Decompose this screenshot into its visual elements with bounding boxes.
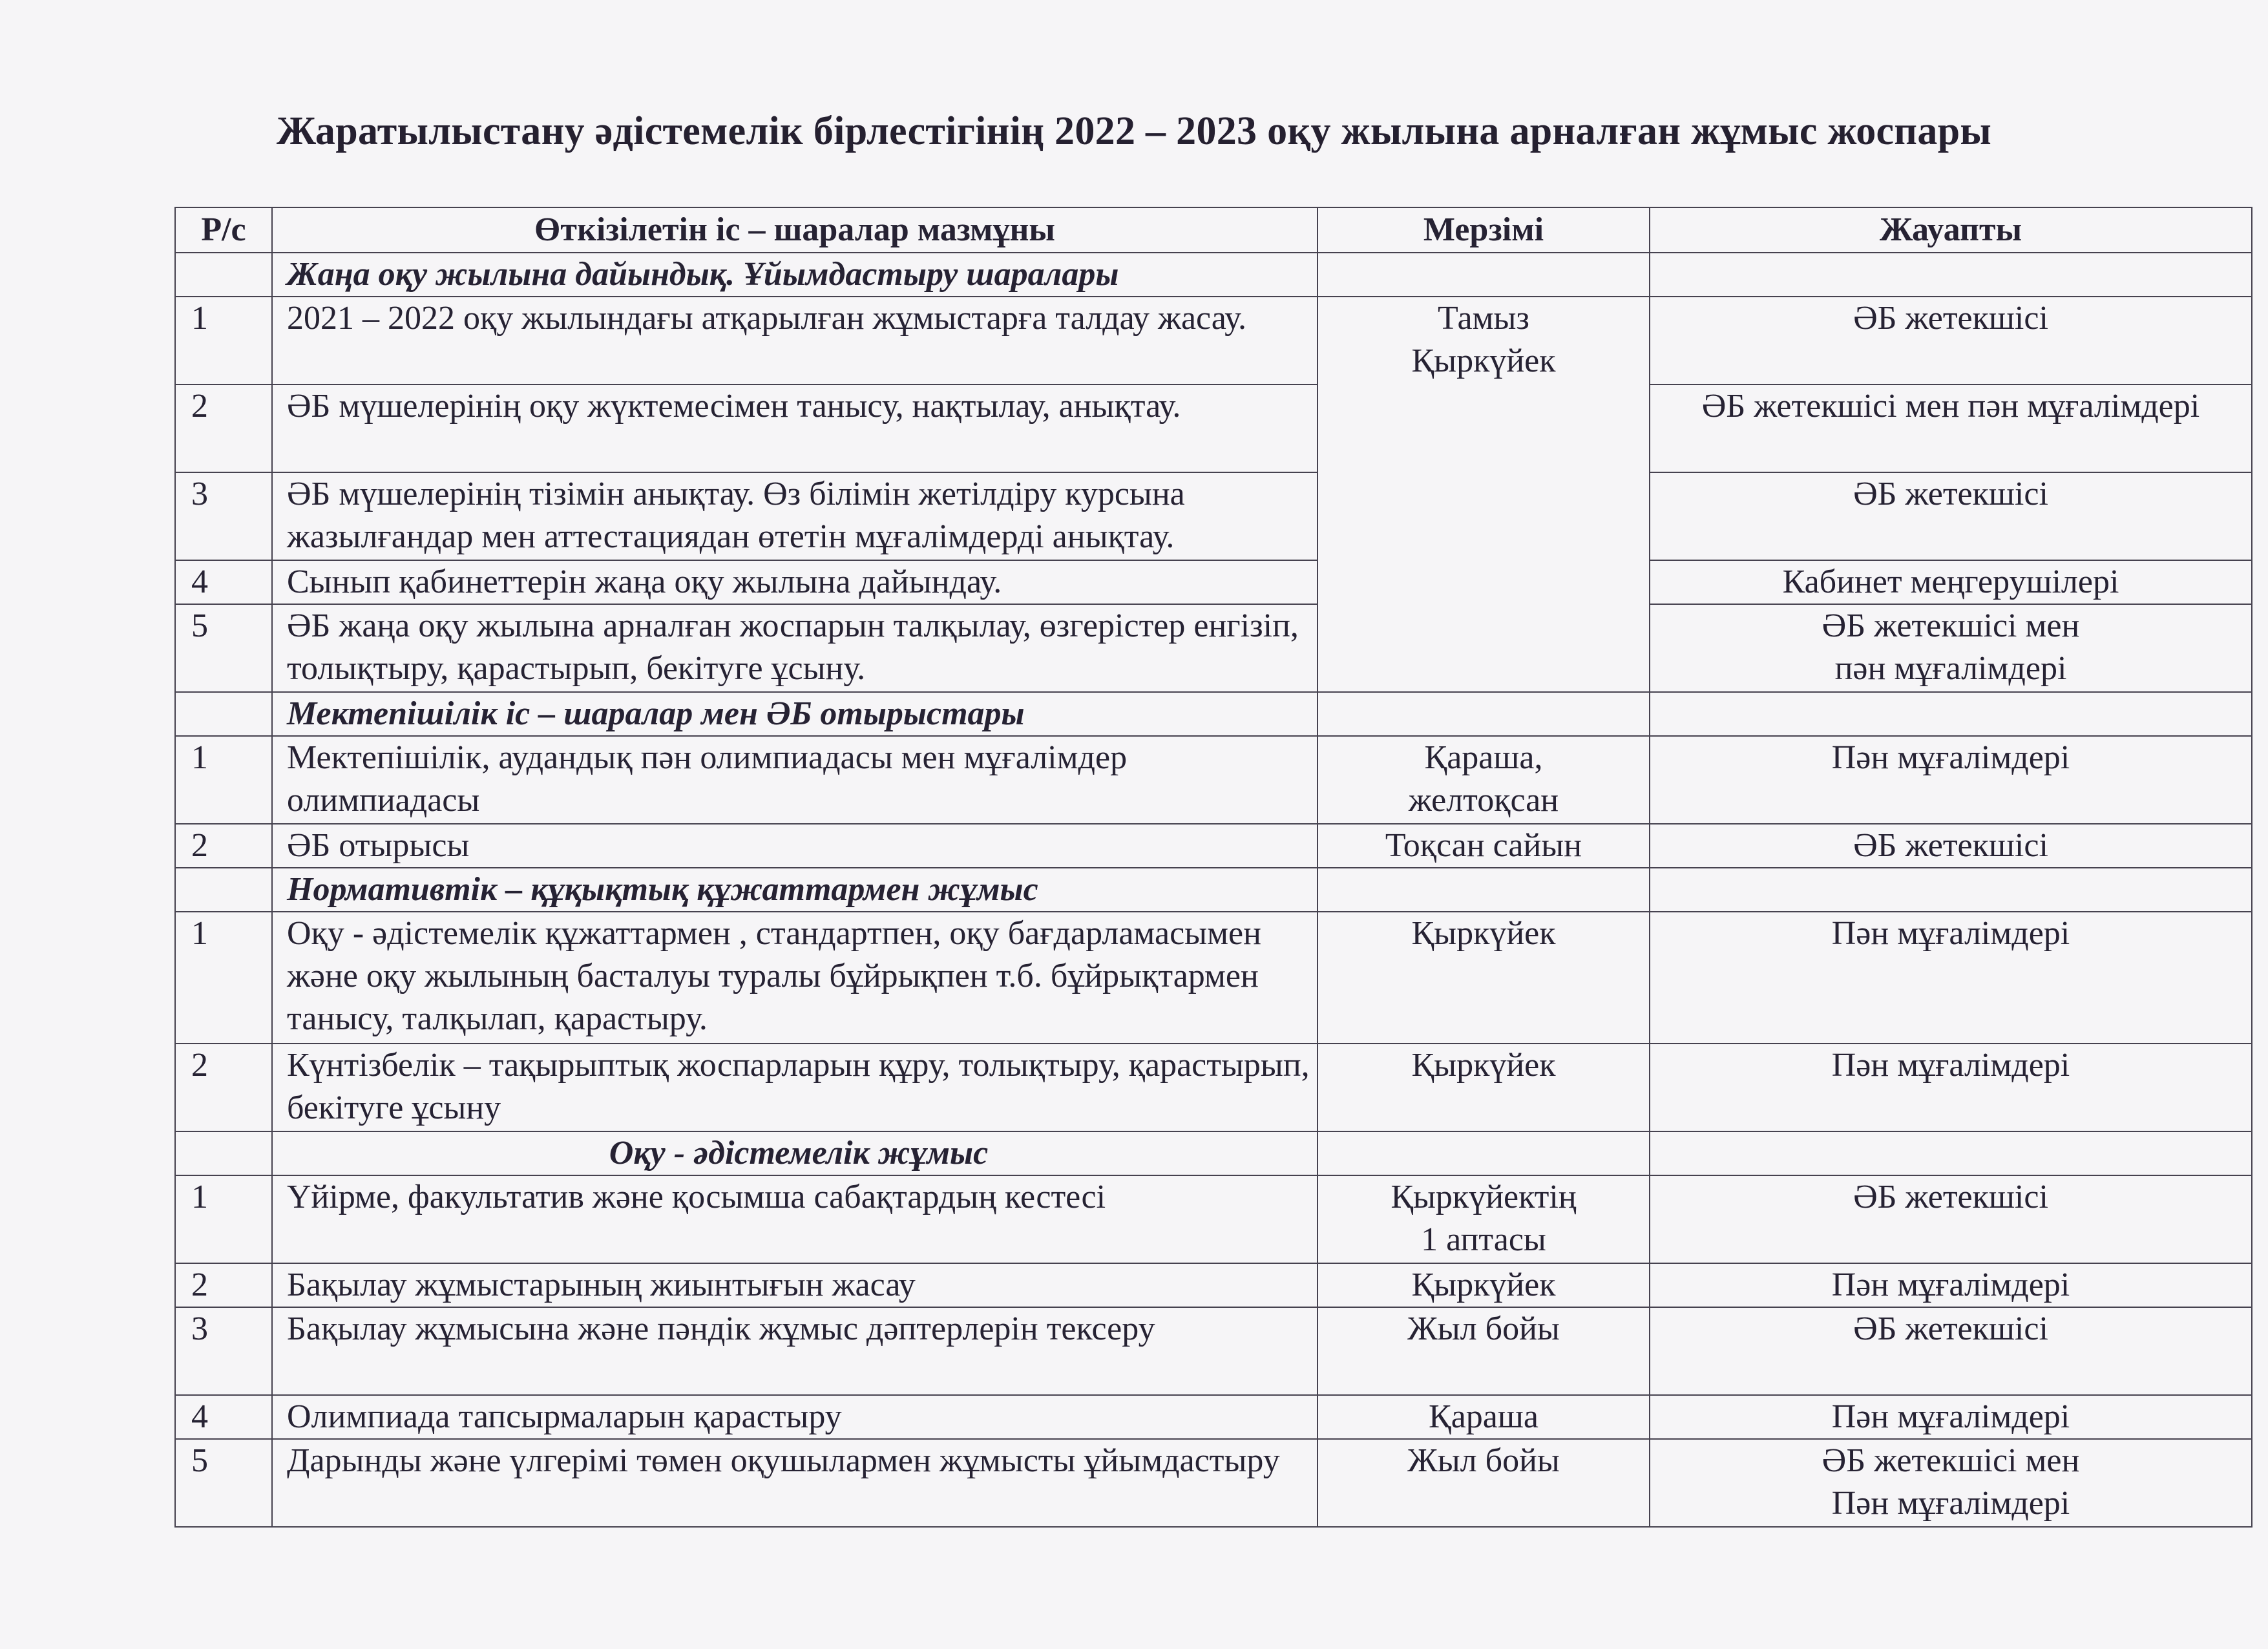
section-resp-empty xyxy=(1650,692,2252,736)
row-num: 2 xyxy=(175,824,272,868)
header-content: Өткізілетін іс – шаралар мазмұны xyxy=(272,207,1318,253)
row-responsible: Пән мұғалімдері xyxy=(1650,1044,2252,1131)
header-responsible: Жауапты xyxy=(1650,207,2252,253)
row-responsible: Пән мұғалімдері xyxy=(1650,736,2252,824)
row-content: Мектепішілік, аудандық пән олимпиадасы мен мұғалімдер олимпиадасы xyxy=(272,736,1318,824)
section-date-empty xyxy=(1318,692,1650,736)
row-responsible: ӘБ жетекшісі мен пән мұғалімдері xyxy=(1650,604,2252,692)
row-content: Сынып қабинеттерін жаңа оқу жылына дайындау. xyxy=(272,560,1318,604)
row-date: Қыркүйек xyxy=(1318,1044,1650,1131)
row-content: Үйірме, факультатив және қосымша сабақтардың кестесі xyxy=(272,1175,1318,1263)
section-title: Мектепішілік іс – шаралар мен ӘБ отырыстары xyxy=(272,692,1318,736)
row-num: 3 xyxy=(175,472,272,560)
row-content: Олимпиада тапсырмаларын қарастыру xyxy=(272,1395,1318,1439)
row-responsible: ӘБ жетекшісі мен пән мұғалімдері xyxy=(1650,384,2252,472)
table-row xyxy=(175,1395,2252,1439)
row-date: Жыл бойы xyxy=(1318,1307,1650,1395)
section-row-methodical-work xyxy=(175,1131,2252,1175)
section-num-empty xyxy=(175,692,272,736)
section-row-organizational xyxy=(175,253,2252,297)
row-num: 2 xyxy=(175,1263,272,1307)
row-num: 5 xyxy=(175,1439,272,1527)
section-date-empty xyxy=(1318,1131,1650,1175)
row-responsible: Пән мұғалімдері xyxy=(1650,1395,2252,1439)
section-date-empty xyxy=(1318,253,1650,297)
table-row xyxy=(175,1439,2252,1527)
row-date: Жыл бойы xyxy=(1318,1439,1650,1527)
row-content: Күнтізбелік – тақырыптық жоспарларын құру, толықтыру, қарастырып, бекітуге ұсыну xyxy=(272,1044,1318,1131)
row-num: 1 xyxy=(175,1175,272,1263)
section-row-regulatory-documents xyxy=(175,868,2252,912)
row-content: Дарынды және үлгерімі төмен оқушылармен жұмысты ұйымдастыру xyxy=(272,1439,1318,1527)
row-date: Қыркүйектің 1 аптасы xyxy=(1318,1175,1650,1263)
table-row xyxy=(175,297,2252,384)
table-row xyxy=(175,560,2252,604)
section-resp-empty xyxy=(1650,1131,2252,1175)
row-num: 1 xyxy=(175,736,272,824)
section-title: Жаңа оқу жылына дайындық. Ұйымдастыру шаралары xyxy=(272,253,1318,297)
table-row xyxy=(175,384,2252,472)
table-row xyxy=(175,1044,2252,1131)
section-row-school-events xyxy=(175,692,2252,736)
row-num: 5 xyxy=(175,604,272,692)
row-date: Қыркүйек xyxy=(1318,912,1650,1044)
work-plan-table xyxy=(174,207,2252,1528)
row-responsible: ӘБ жетекшісі xyxy=(1650,472,2252,560)
row-content: ӘБ мүшелерінің оқу жүктемесімен танысу, нақтылау, анықтау. xyxy=(272,384,1318,472)
row-date-shared: Тамыз Қыркүйек xyxy=(1318,297,1650,692)
row-date: Қараша xyxy=(1318,1395,1650,1439)
row-responsible: ӘБ жетекшісі xyxy=(1650,1307,2252,1395)
table-row xyxy=(175,912,2252,1044)
row-num: 4 xyxy=(175,1395,272,1439)
section-resp-empty xyxy=(1650,253,2252,297)
row-responsible: ӘБ жетекшісі мен Пән мұғалімдері xyxy=(1650,1439,2252,1527)
row-num: 1 xyxy=(175,912,272,1044)
table-row xyxy=(175,1263,2252,1307)
row-num: 3 xyxy=(175,1307,272,1395)
row-content: ӘБ отырысы xyxy=(272,824,1318,868)
table-row xyxy=(175,736,2252,824)
row-content: Оқу - әдістемелік құжаттармен , стандартпен, оқу бағдарламасымен және оқу жылының басталуы туралы бұйрықпен т.б. бұйрықтармен танысу, талқылап, қарастыру. xyxy=(272,912,1318,1044)
row-content: Бақылау жұмысына және пәндік жұмыс дәптерлерін тексеру xyxy=(272,1307,1318,1395)
row-responsible: Пән мұғалімдері xyxy=(1650,912,2252,1044)
row-date: Тоқсан сайын xyxy=(1318,824,1650,868)
row-date: Қыркүйек xyxy=(1318,1263,1650,1307)
row-content: Бақылау жұмыстарының жиынтығын жасау xyxy=(272,1263,1318,1307)
table-row xyxy=(175,824,2252,868)
row-responsible: ӘБ жетекшісі xyxy=(1650,297,2252,384)
row-num: 1 xyxy=(175,297,272,384)
section-title: Нормативтік – құқықтық құжаттармен жұмыс xyxy=(272,868,1318,912)
row-num: 4 xyxy=(175,560,272,604)
row-responsible: Кабинет меңгерушілері xyxy=(1650,560,2252,604)
section-date-empty xyxy=(1318,868,1650,912)
row-num: 2 xyxy=(175,1044,272,1131)
section-num-empty xyxy=(175,868,272,912)
header-num: Р/с xyxy=(175,207,272,253)
row-responsible: ӘБ жетекшісі xyxy=(1650,824,2252,868)
row-content: ӘБ жаңа оқу жылына арналған жоспарын талқылау, өзгерістер енгізіп, толықтыру, қарастырып, бекітуге ұсыну. xyxy=(272,604,1318,692)
table-row xyxy=(175,472,2252,560)
row-content: ӘБ мүшелерінің тізімін анықтау. Өз білімін жетілдіру курсына жазылғандар мен аттестациядан өтетін мұғалімдерді анықтау. xyxy=(272,472,1318,560)
section-num-empty xyxy=(175,1131,272,1175)
table-header-row xyxy=(175,207,2252,253)
row-num: 2 xyxy=(175,384,272,472)
row-responsible: ӘБ жетекшісі xyxy=(1650,1175,2252,1263)
page-title: Жаратылыстану әдістемелік бірлестігінің 2022 – 2023 оқу жылына арналған жұмыс жоспары xyxy=(276,109,1992,153)
header-date: Мерзімі xyxy=(1318,207,1650,253)
section-title: Оқу - әдістемелік жұмыс xyxy=(272,1131,1318,1175)
table-row xyxy=(175,604,2252,692)
row-date: Қараша, желтоқсан xyxy=(1318,736,1650,824)
row-responsible: Пән мұғалімдері xyxy=(1650,1263,2252,1307)
section-resp-empty xyxy=(1650,868,2252,912)
table-row xyxy=(175,1175,2252,1263)
table-row xyxy=(175,1307,2252,1395)
row-content: 2021 – 2022 оқу жылындағы атқарылған жұмыстарға талдау жасау. xyxy=(272,297,1318,384)
section-num-empty xyxy=(175,253,272,297)
